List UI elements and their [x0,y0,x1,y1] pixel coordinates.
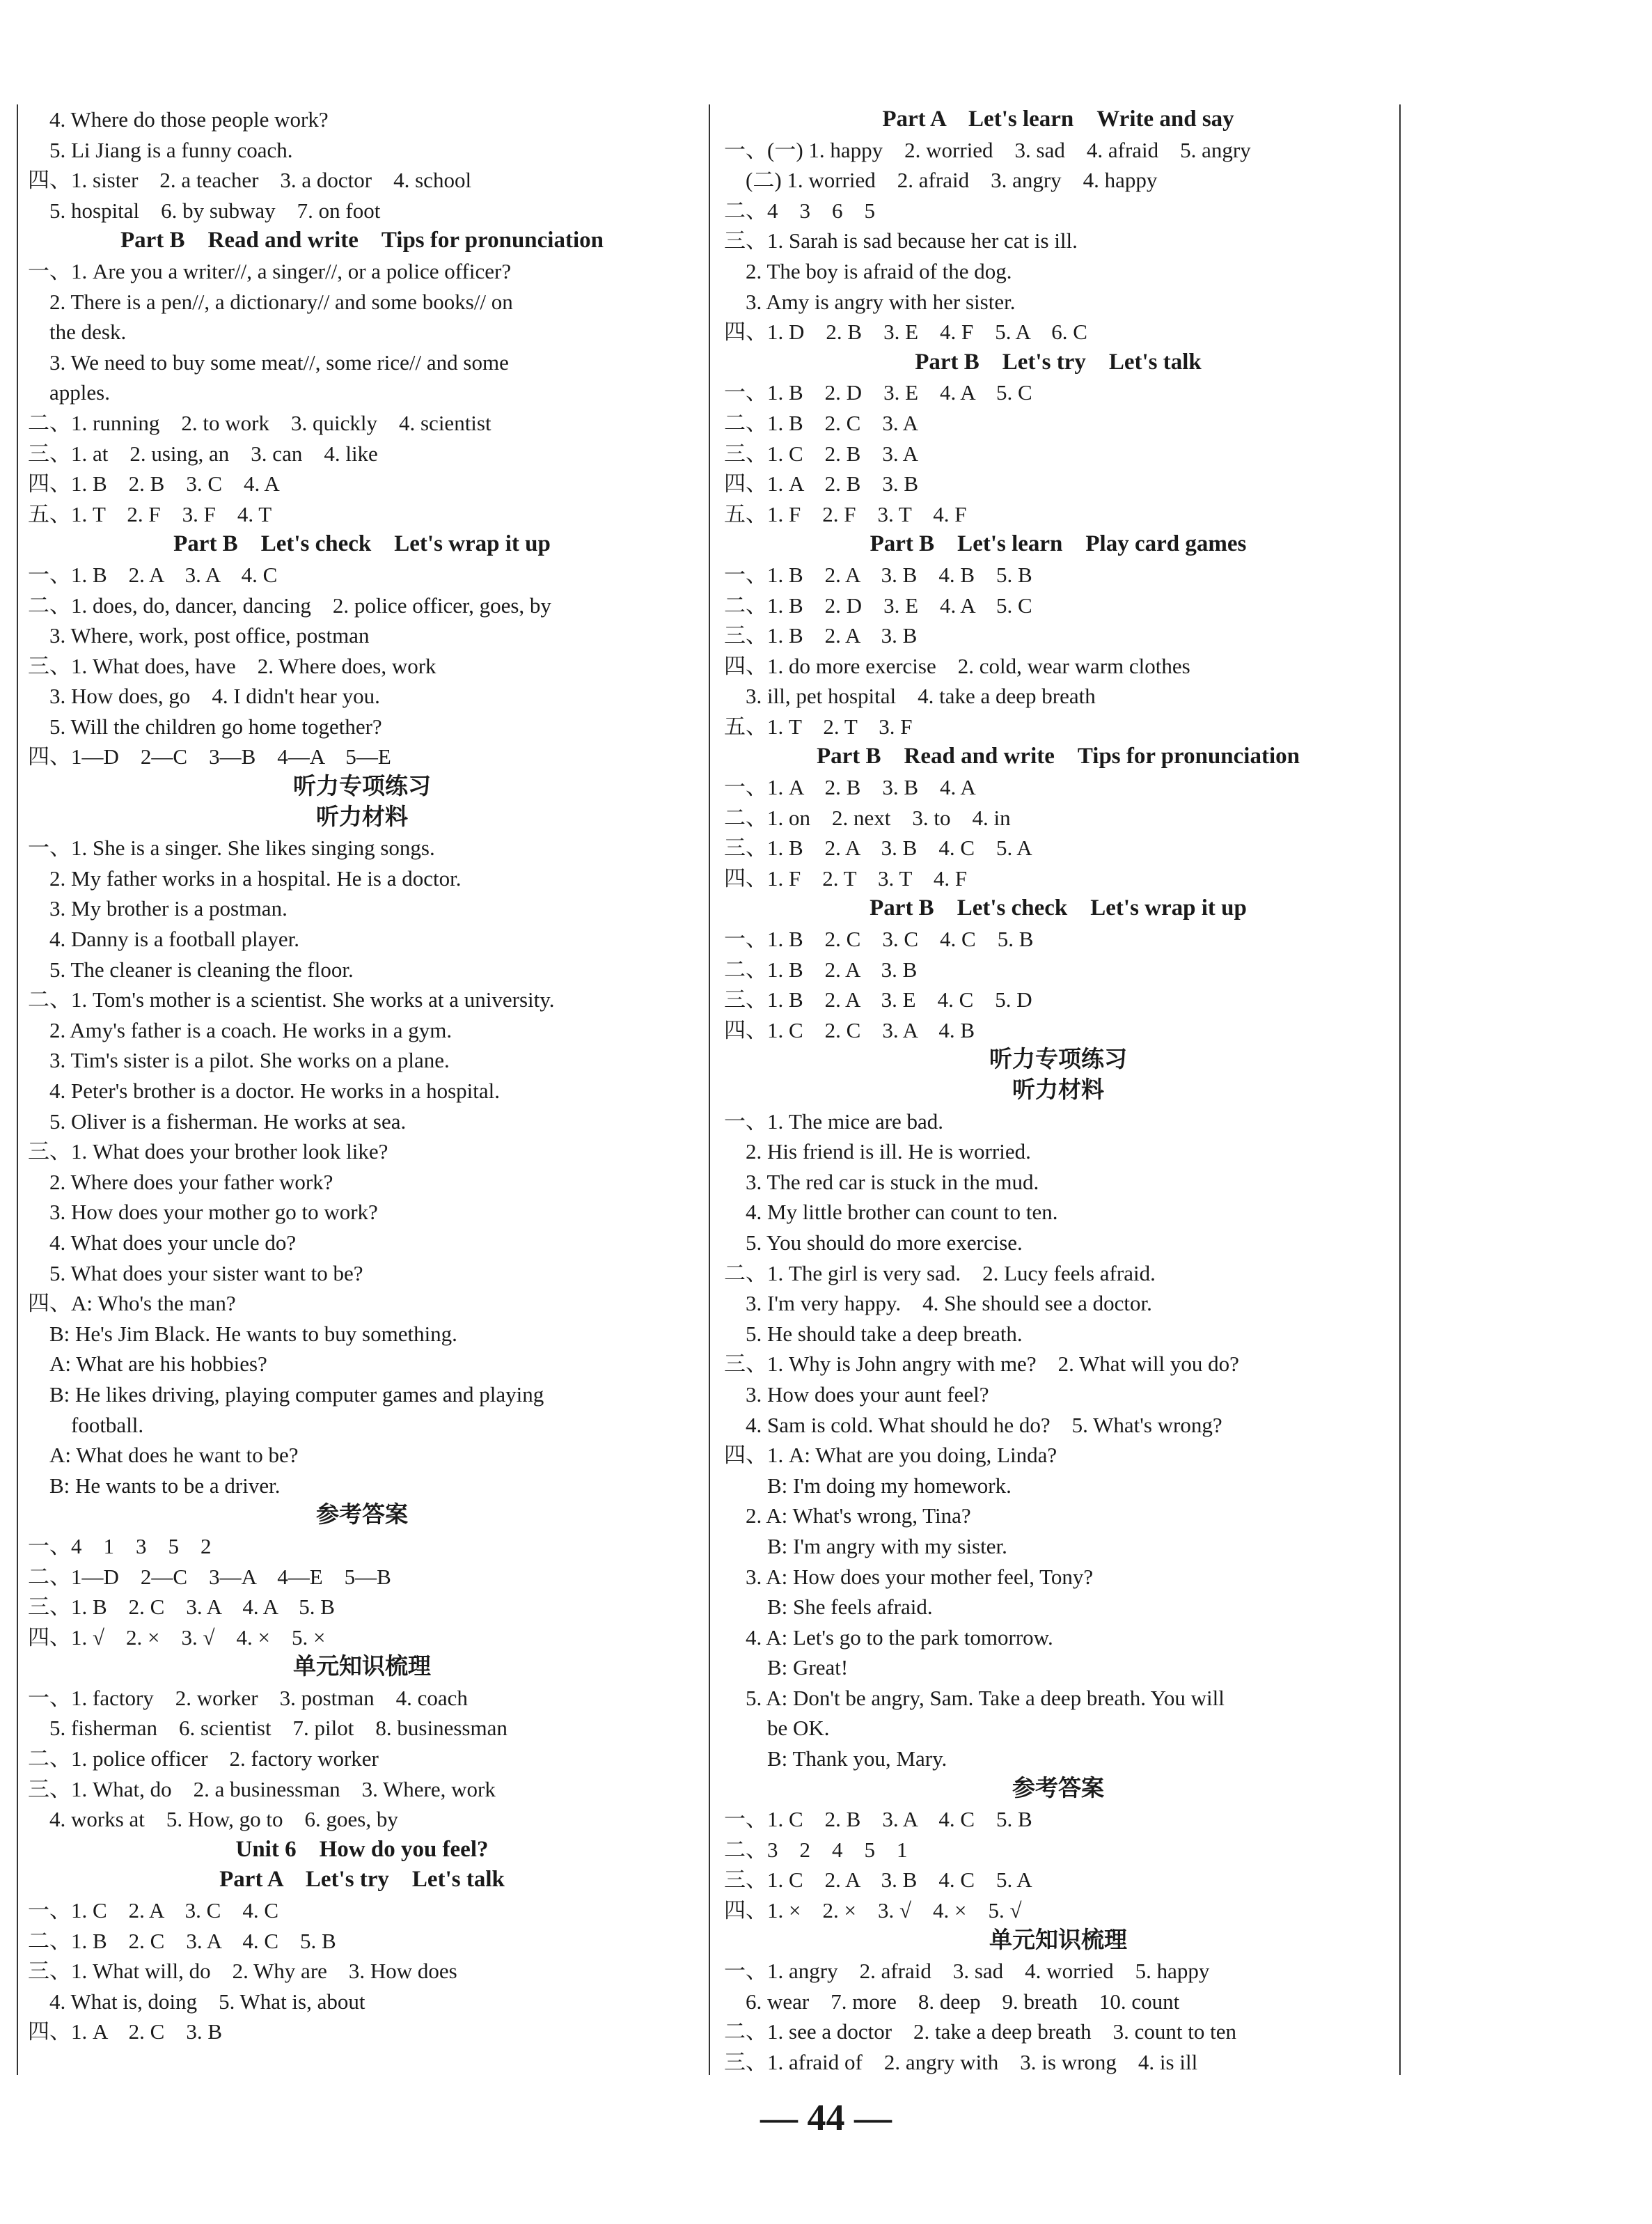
answer-line: 三、1. C 2. B 3. A [724,441,919,466]
answer-line: 3. We need to buy some meat//, some rice// and some [28,350,509,375]
answer-line: 一、1. B 2. A 3. A 4. C [28,562,278,587]
answer-line: 四、1. × 2. × 3. √ 4. × 5. √ [724,1898,1022,1923]
answer-line: 2. My father works in a hospital. He is a doctor. [28,866,462,891]
answer-line: 5. You should do more exercise. [724,1230,1023,1255]
answer-line: 五、1. T 2. T 3. F [724,714,913,739]
answer-line: 三、1. B 2. C 3. A 4. A 5. B [28,1595,335,1620]
section-heading: 参考答案 [1012,1776,1104,1801]
answer-line: 一、1. The mice are bad. [724,1109,944,1134]
answer-line: 5. A: Don't be angry, Sam. Take a deep breath. You will [724,1685,1225,1710]
answer-line: 二、1—D 2—C 3—A 4—E 5—B [28,1564,391,1589]
answer-line: 二、1. B 2. C 3. A [724,410,919,435]
answer-line: 2. His friend is ill. He is worried. [724,1139,1031,1164]
answer-line: 二、3 2 4 5 1 [724,1837,908,1862]
answer-line: 2. Where does your father work? [28,1169,333,1194]
answer-line: 5. Oliver is a fisherman. He works at sea. [28,1109,407,1134]
answer-line: 2. A: What's wrong, Tina? [724,1503,971,1528]
answer-line: 二、1. B 2. A 3. B [724,957,918,982]
section-heading: 听力专项练习 [989,1047,1127,1073]
right-column [724,104,1392,2078]
answer-line: 四、1. C 2. C 3. A 4. B [724,1017,975,1042]
answer-line: 三、1. Why is John angry with me? 2. What will you do? [724,1352,1239,1377]
answer-line: 5. Will the children go home together? [28,714,382,739]
answer-line: 三、1. B 2. A 3. B 4. C 5. A [724,836,1032,861]
answer-line: 一、1. B 2. C 3. C 4. C 5. B [724,927,1034,952]
section-heading: Part B Read and write Tips for pronunciation [120,228,604,253]
section-heading: Part B Let's check Let's wrap it up [870,895,1247,921]
answer-line: 三、1. C 2. A 3. B 4. C 5. A [724,1867,1032,1893]
section-heading: 单元知识梳理 [989,1927,1127,1953]
answer-line: 3. A: How does your mother feel, Tony? [724,1564,1094,1589]
answer-line: 5. The cleaner is cleaning the floor. [28,957,354,982]
answer-line: 三、1. What does your brother look like? [28,1139,388,1164]
answer-line: 三、1. B 2. A 3. E 4. C 5. D [724,987,1032,1012]
answer-line: 3. Tim's sister is a pilot. She works on a plane. [28,1048,450,1073]
answer-line: B: He's Jim Black. He wants to buy something. [28,1321,457,1346]
section-heading: Part B Let's try Let's talk [915,349,1202,375]
answer-line: A: What does he want to be? [28,1443,299,1468]
answer-line: 4. works at 5. How, go to 6. goes, by [28,1807,398,1832]
answer-line: 3. How does your aunt feel? [724,1381,989,1407]
answer-line: 4. Peter's brother is a doctor. He works in a hospital. [28,1079,500,1103]
answer-line: B: I'm angry with my sister. [724,1533,1007,1558]
answer-line: 一、1. C 2. B 3. A 4. C 5. B [724,1807,1032,1832]
answer-line: B: He likes driving, playing computer games and playing [28,1381,544,1407]
answer-line: B: I'm doing my homework. [724,1473,1012,1498]
answer-line: 二、1. B 2. D 3. E 4. A 5. C [724,593,1032,618]
answer-line: 二、1. running 2. to work 3. quickly 4. scientist [28,410,491,435]
answer-line: 二、1. Tom's mother is a scientist. She works at a university. [28,987,555,1012]
section-heading: Part B Let's learn Play card games [870,531,1247,557]
answer-line: 四、A: Who's the man? [28,1291,236,1316]
answer-line: 3. The red car is stuck in the mud. [724,1169,1039,1194]
section-heading: Part A Let's learn Write and say [882,107,1234,132]
answer-line: 一、1. factory 2. worker 3. postman 4. coach [28,1685,468,1710]
column-rule-right [1399,104,1401,2075]
section-heading: 单元知识梳理 [293,1654,431,1680]
answer-line: A: What are his hobbies? [28,1352,267,1377]
answer-line: 五、1. F 2. F 3. T 4. F [724,501,967,526]
answer-line: 3. ill, pet hospital 4. take a deep breath [724,684,1096,709]
answer-line: 三、1. B 2. A 3. B [724,623,918,648]
answer-line: B: She feels afraid. [724,1595,933,1620]
answer-line: 三、1. What will, do 2. Why are 3. How does [28,1959,457,1984]
answer-line: football. [28,1412,144,1437]
answer-line: 4. Where do those people work? [28,107,329,132]
answer-line: 6. wear 7. more 8. deep 9. breath 10. count [724,1989,1180,2014]
answer-line: 二、1. does, do, dancer, dancing 2. police officer, goes, by [28,593,551,618]
left-column [28,104,696,2047]
answer-line: 三、1. Sarah is sad because her cat is ill. [724,228,1078,253]
answer-line: 二、1. on 2. next 3. to 4. in [724,805,1011,830]
answer-line: 4. Sam is cold. What should he do? 5. What's wrong? [724,1412,1222,1437]
answer-line: the desk. [28,320,127,345]
answer-line: 3. Amy is angry with her sister. [724,289,1016,314]
answer-line: 四、1. A 2. C 3. B [28,2019,223,2044]
answer-line: be OK. [724,1716,830,1741]
column-rule-middle [709,104,710,2075]
answer-line: 5. fisherman 6. scientist 7. pilot 8. businessman [28,1716,508,1741]
answer-line: 一、1. B 2. A 3. B 4. B 5. B [724,562,1032,587]
answer-line: 2. The boy is afraid of the dog. [724,258,1012,283]
column-rule-left [17,104,18,2075]
section-heading: 听力专项练习 [293,774,431,800]
answer-line: 3. My brother is a postman. [28,896,288,921]
answer-line: 四、1. D 2. B 3. E 4. F 5. A 6. C [724,320,1087,345]
section-heading: 听力材料 [316,804,408,830]
answer-line: 4. What does your uncle do? [28,1230,297,1255]
answer-line: 一、1. She is a singer. She likes singing songs. [28,836,435,861]
answer-line: 5. Li Jiang is a funny coach. [28,137,293,162]
answer-line: 3. How does, go 4. I didn't hear you. [28,684,380,709]
answer-line: 四、1. do more exercise 2. cold, wear warm clothes [724,653,1190,678]
answer-line: 2. Amy's father is a coach. He works in a gym. [28,1017,453,1042]
answer-line: 四、1. sister 2. a teacher 3. a doctor 4. school [28,168,472,193]
answer-line: 2. There is a pen//, a dictionary// and some books// on [28,289,513,314]
answer-line: 三、1. afraid of 2. angry with 3. is wrong 4. is ill [724,2050,1198,2074]
answer-line: 四、1. B 2. B 3. C 4. A [28,471,280,496]
answer-line: (二) 1. worried 2. afraid 3. angry 4. happy [724,168,1158,193]
answer-line: 三、1. at 2. using, an 3. can 4. like [28,441,378,466]
answer-line: 5. hospital 6. by subway 7. on foot [28,198,381,223]
answer-line: 4. Danny is a football player. [28,927,299,952]
section-heading: 参考答案 [316,1503,408,1528]
section-heading: Part B Read and write Tips for pronunciation [817,744,1300,769]
answer-line: 4. A: Let's go to the park tomorrow. [724,1624,1053,1650]
page-number: — 44 — [760,2097,892,2138]
answer-line: 3. I'm very happy. 4. She should see a doctor. [724,1291,1152,1316]
answer-line: 五、1. T 2. F 3. F 4. T [28,501,272,526]
answer-line: 一、1. angry 2. afraid 3. sad 4. worried 5. happy [724,1959,1210,1984]
answer-line: 四、1. √ 2. × 3. √ 4. × 5. × [28,1624,326,1650]
answer-line: 一、1. A 2. B 3. B 4. A [724,775,976,800]
answer-line: 四、1. A 2. B 3. B [724,471,919,496]
answer-line: 二、1. The girl is very sad. 2. Lucy feels afraid. [724,1260,1156,1285]
section-heading: Part A Let's try Let's talk [219,1867,505,1893]
answer-line: 3. Where, work, post office, postman [28,623,370,648]
answer-line: 四、1—D 2—C 3—B 4—A 5—E [28,744,391,769]
section-heading: 听力材料 [1012,1078,1104,1103]
answer-line: 一、1. C 2. A 3. C 4. C [28,1898,278,1923]
section-heading: Part B Let's check Let's wrap it up [173,531,551,557]
answer-line: 一、4 1 3 5 2 [28,1533,212,1558]
answer-line: 4. My little brother can count to ten. [724,1200,1058,1225]
answer-line: 5. What does your sister want to be? [28,1260,363,1285]
answer-line: 二、4 3 6 5 [724,198,875,223]
answer-line: B: Great! [724,1655,849,1680]
answer-line: 5. He should take a deep breath. [724,1321,1023,1346]
section-heading: Unit 6 How do you feel? [235,1836,489,1862]
answer-line: 一、1. Are you a writer//, a singer//, or a police officer? [28,258,512,283]
answer-line: 三、1. What, do 2. a businessman 3. Where, work [28,1776,496,1801]
answer-line: apples. [28,380,110,405]
answer-line: 一、1. B 2. D 3. E 4. A 5. C [724,380,1032,405]
answer-line: 二、1. police officer 2. factory worker [28,1746,379,1771]
answer-line: 三、1. What does, have 2. Where does, work [28,653,436,678]
answer-line: 3. How does your mother go to work? [28,1200,378,1225]
answer-line: B: He wants to be a driver. [28,1473,281,1498]
answer-line: B: Thank you, Mary. [724,1746,947,1771]
answer-line: 二、1. see a doctor 2. take a deep breath 3. count to ten [724,2019,1237,2044]
answer-line: 4. What is, doing 5. What is, about [28,1989,365,2014]
answer-line: 四、1. A: What are you doing, Linda? [724,1443,1057,1468]
answer-line: 四、1. F 2. T 3. T 4. F [724,866,968,891]
answer-line: 一、(一) 1. happy 2. worried 3. sad 4. afraid 5. angry [724,137,1251,162]
answer-line: 二、1. B 2. C 3. A 4. C 5. B [28,1928,336,1953]
